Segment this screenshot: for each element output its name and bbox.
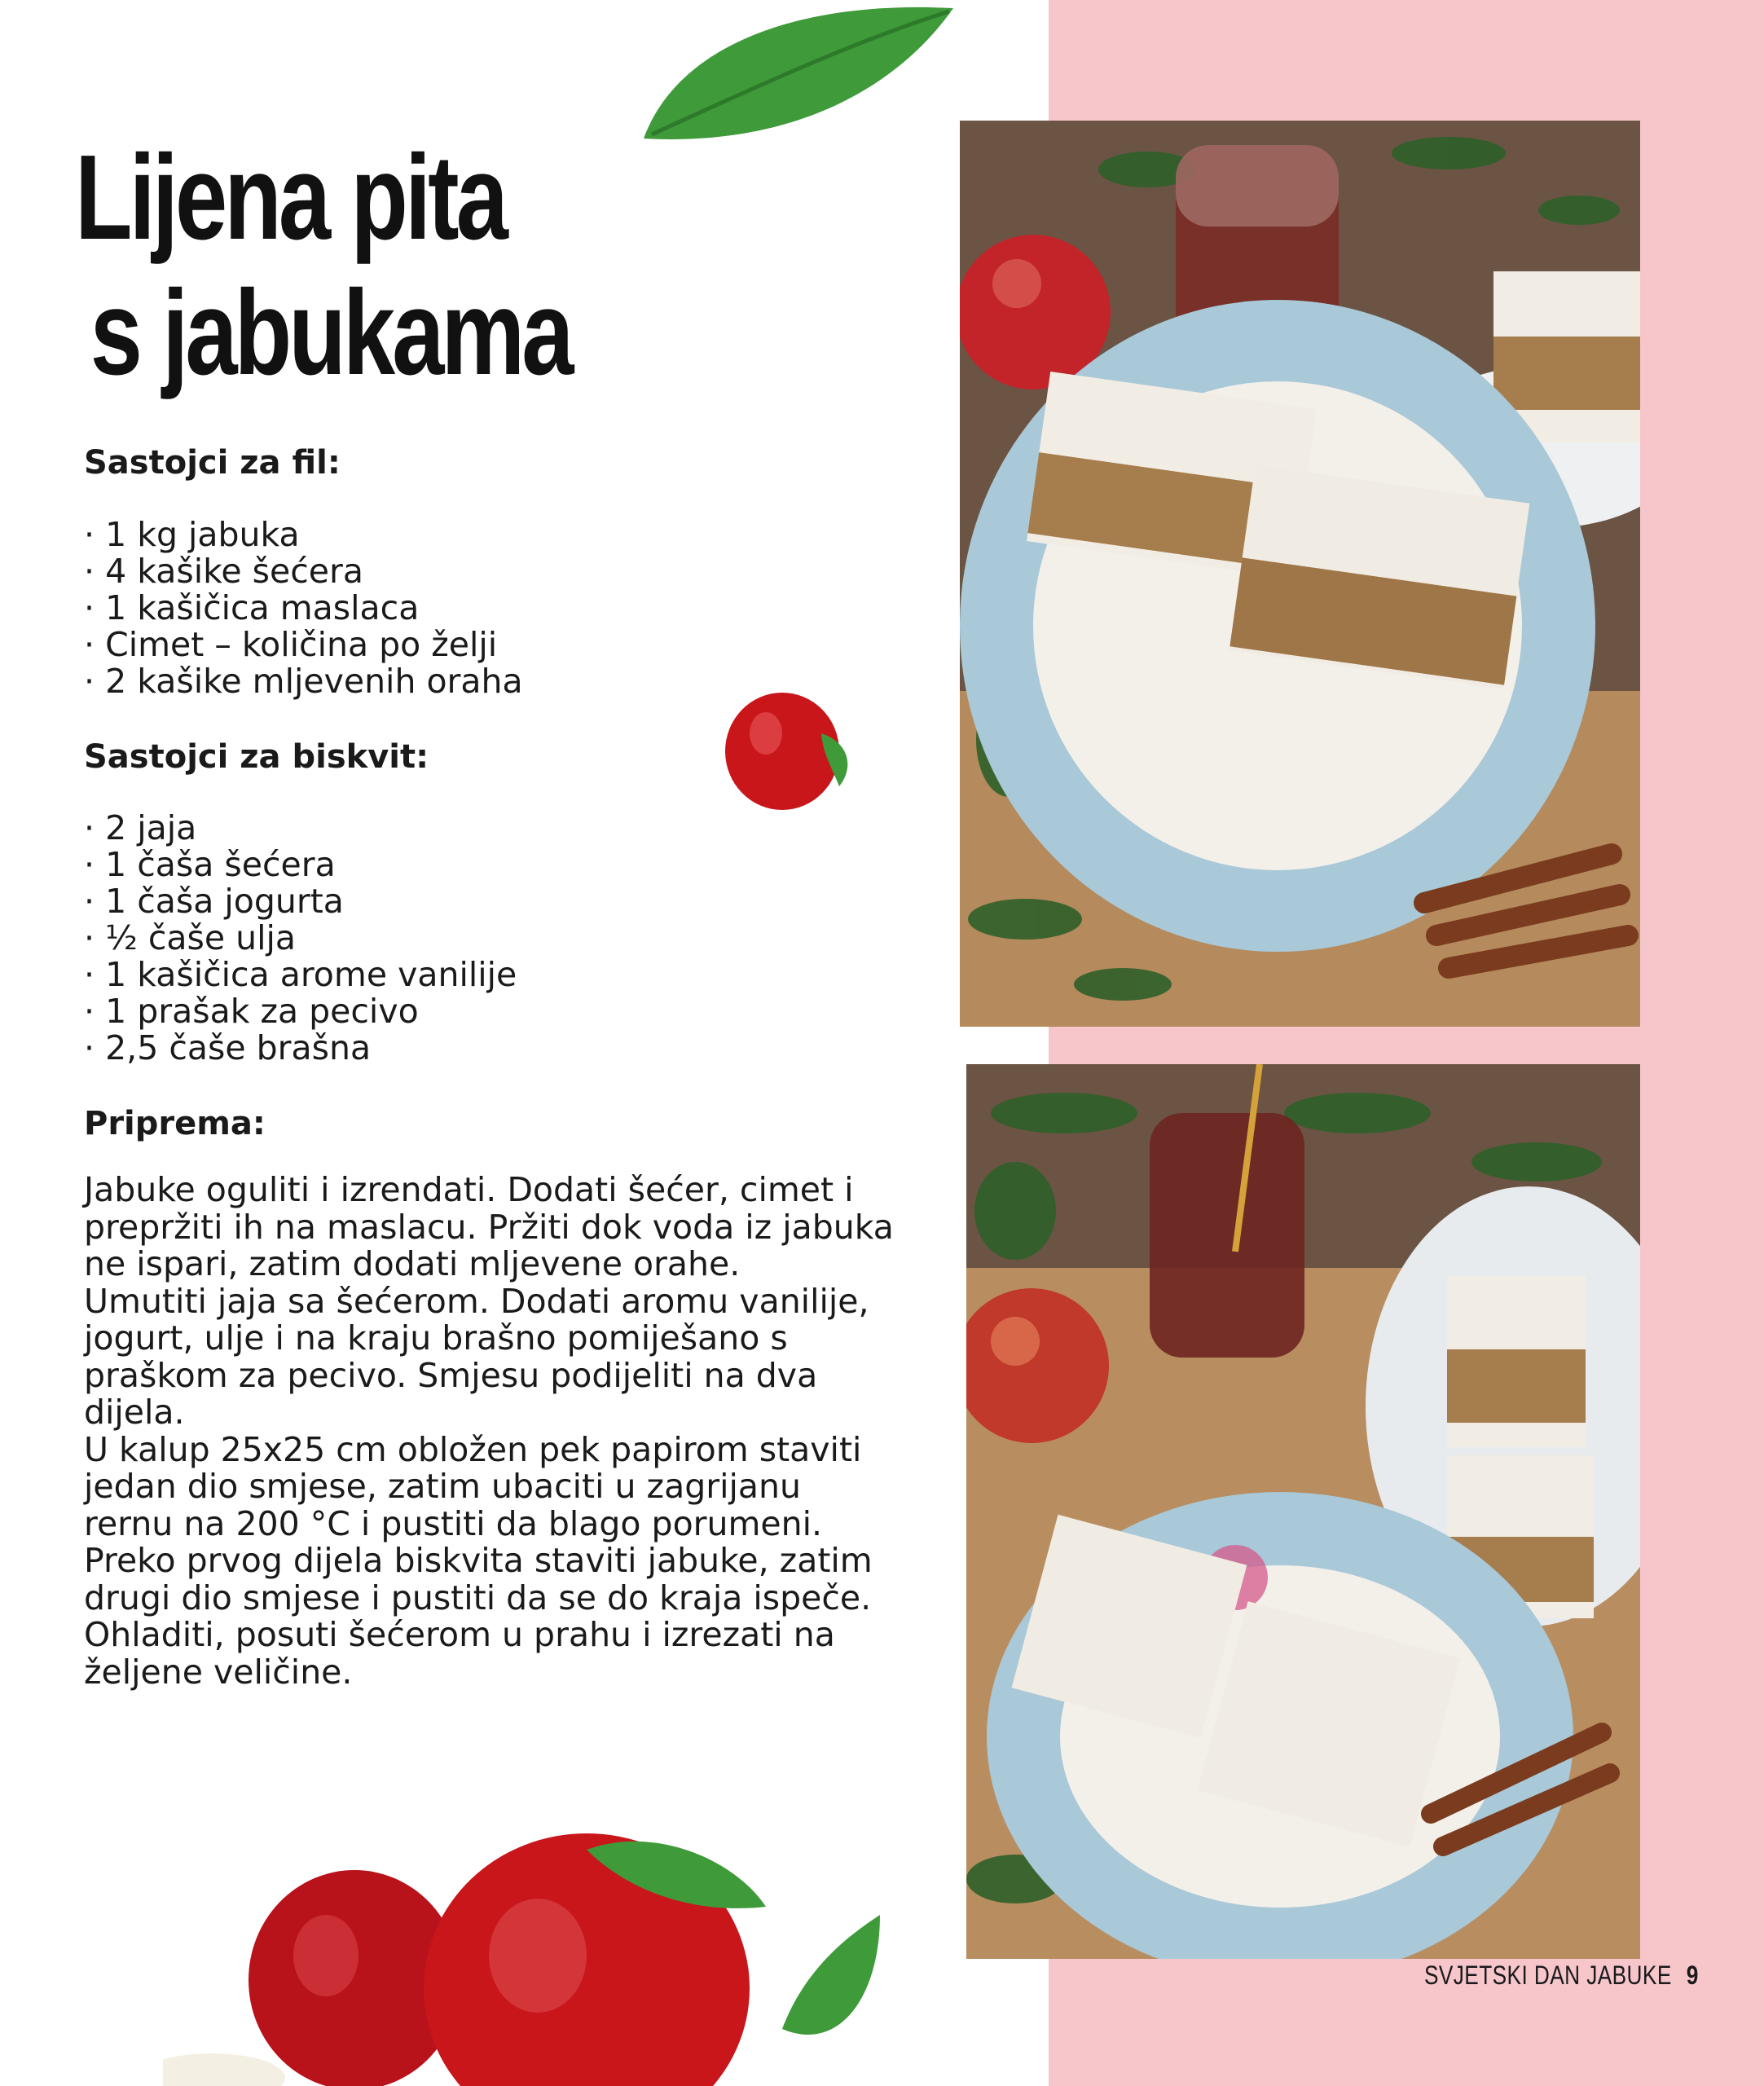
- fil-ingredient-list: [84, 517, 523, 700]
- priprema-heading: Priprema:: [84, 1105, 266, 1142]
- list-item: · 1 čaša šećera: [84, 847, 517, 883]
- priprema-paragraph: U kalup 25x25 cm obložen pek papirom staviti jedan dio smjese, zatim ubaciti u zagrijanu rernu na 200 °C i pustiti da blago porumeni. Preko prvog dijela biskvita staviti jabuke, zatim drugi dio smjese i pustiti da se do kraja ispeče.: [84, 1429, 873, 1617]
- apples-decoration-bottom: [163, 1793, 896, 2086]
- leaf-decoration-top: [627, 0, 970, 155]
- list-item: · 2,5 čaše brašna: [84, 1030, 517, 1067]
- list-item: · 2 kašike mljevenih oraha: [84, 663, 523, 700]
- priprema-text: [84, 1172, 899, 1691]
- list-item: · Cimet – količina po želji: [84, 627, 523, 663]
- recipe-title: [75, 130, 571, 401]
- list-item: · 1 čaša jogurta: [84, 883, 517, 920]
- cake-photo-top: [960, 121, 1640, 1027]
- footer-label: SVJETSKI DAN JABUKE: [1424, 1961, 1672, 1990]
- small-apple-decoration: [717, 676, 864, 815]
- page-number: 9: [1686, 1961, 1699, 1990]
- list-item: · 1 kašičica arome vanilije: [84, 957, 517, 993]
- list-item: · 1 kg jabuka: [84, 517, 523, 553]
- priprema-paragraph: Jabuke oguliti i izrendati. Dodati šećer, cimet i prepržiti ih na maslacu. Pržiti dok voda iz jabuka ne ispari, zatim dodati mljevene orahe.: [84, 1170, 894, 1283]
- list-item: · 2 jaja: [84, 810, 517, 847]
- title-line-1: Lijena pita: [75, 130, 505, 265]
- biskvit-ingredient-list: [84, 810, 517, 1067]
- fil-heading: Sastojci za fil:: [84, 444, 341, 482]
- title-line-2: s jabukama: [90, 266, 571, 400]
- cake-photo-bottom: [966, 1064, 1640, 1959]
- list-item: · 1 prašak za pecivo: [84, 993, 517, 1030]
- biskvit-heading: Sastojci za biskvit:: [84, 738, 429, 776]
- list-item: · 1 kašičica maslaca: [84, 590, 523, 627]
- list-item: · ½ čaše ulja: [84, 920, 517, 957]
- priprema-paragraph: Ohladiti, posuti šećerom u prahu i izrezati na željene veličine.: [84, 1615, 835, 1692]
- list-item: · 4 kašike šećera: [84, 553, 523, 590]
- page-footer: [1424, 1961, 1699, 1991]
- priprema-paragraph: Umutiti jaja sa šećerom. Dodati aromu vanilije, jogurt, ulje i na kraju brašno pomiješano s praškom za pecivo. Smjesu podijeliti na dva dijela.: [84, 1281, 869, 1432]
